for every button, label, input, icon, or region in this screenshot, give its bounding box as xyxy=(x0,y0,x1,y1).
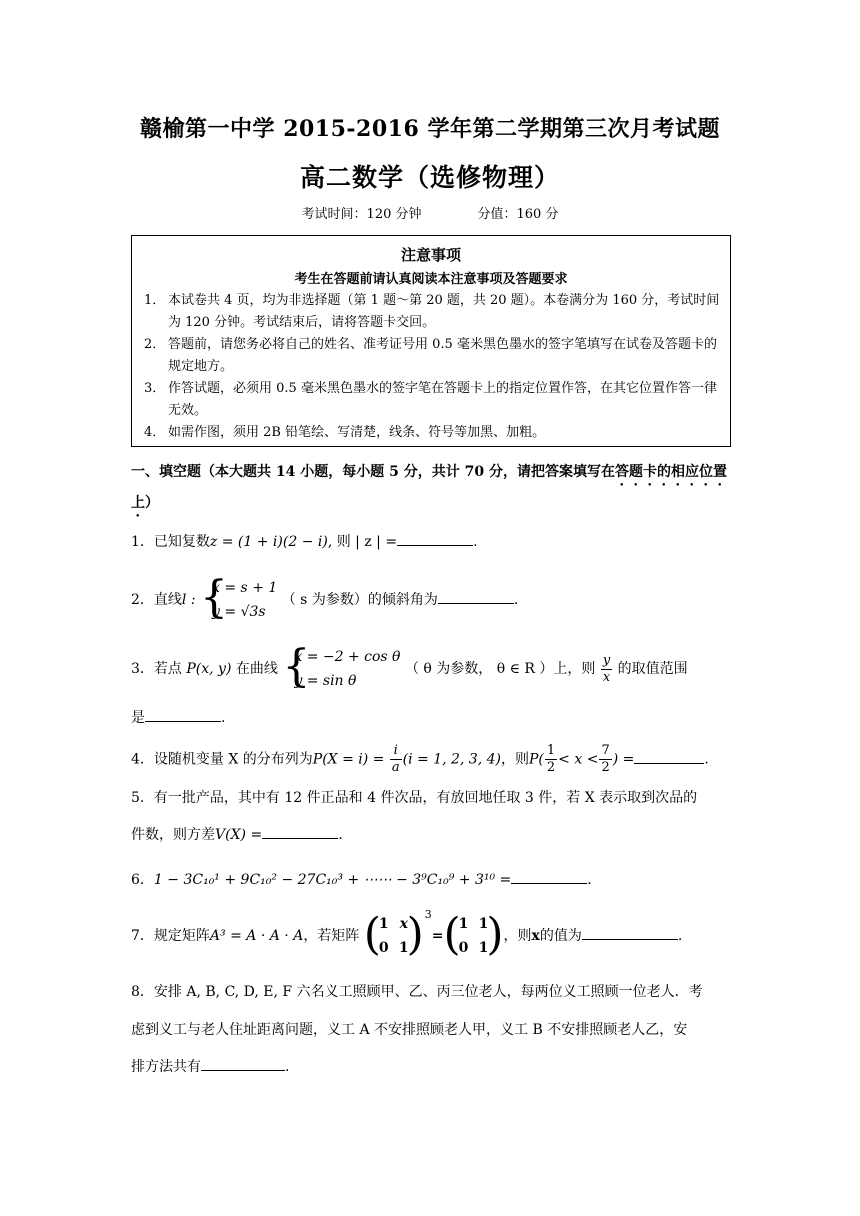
answer-blank[interactable] xyxy=(397,531,473,546)
notice-subtitle: 考生在答题前请认真阅读本注意事项及答题要求 xyxy=(294,272,568,287)
answer-blank[interactable] xyxy=(634,749,704,764)
fraction: $\frac{7}{2}$ xyxy=(601,743,610,775)
answer-blank[interactable] xyxy=(262,824,338,839)
fraction: $\frac{i}{a}$ xyxy=(391,743,400,775)
question-5: 5．有一批产品，其中有 12 件正品和 4 件次品，有放回地任取 3 件，若 X 表示取到次品的 xyxy=(131,790,698,806)
question-3-cont: 是 . xyxy=(131,706,731,730)
question-2: 2．直线l : { x = s + 1 y = √3s （ s 为参数）的倾斜角为 . xyxy=(131,572,519,623)
matrix: ( 1 1 0 1 ) xyxy=(443,909,504,960)
question-7: 7．规定矩阵A³ = A · A · A，若矩阵 ( 1 x 0 1 ) $^3$= ( 1 1 0 1 ) ，则x的值为 . xyxy=(131,908,683,960)
fraction: $\frac{1}{2}$ xyxy=(546,743,556,775)
question-8-cont2: 排方法共有 . xyxy=(131,1055,731,1079)
question-6: 6．1 − 3C₁₀¹ + 9C₁₀² − 27C₁₀³ + ⋯⋯ − 3⁹C₁₀⁹ + 3¹⁰ = . xyxy=(131,868,731,892)
exam-title: 赣榆第一中学 2015-2016 学年第二学期第三次月考试题 xyxy=(140,116,720,142)
notice-title: 注意事项 xyxy=(400,246,461,264)
answer-blank[interactable] xyxy=(201,1056,285,1071)
exam-time: 考试时间：120 分钟 xyxy=(301,207,422,222)
exam-score: 分值：160 分 xyxy=(477,207,559,222)
exam-meta xyxy=(0,203,860,222)
fraction: $\frac{y}{x}$ xyxy=(602,652,611,685)
section-heading: 一、填空题（本大题共 14 小题，每小题 5 分，共计 70 分，请把答案填写在答题卡的相应位置上） xyxy=(131,464,727,511)
answer-blank[interactable] xyxy=(438,589,514,604)
equation-system: { x = −2 + cos θ y = sin θ xyxy=(282,641,401,692)
exam-subtitle: 高二数学（选修物理） xyxy=(299,163,560,192)
question-1: 1．已知复数z = (1 + i)(2 − i), 则 | z | = . xyxy=(131,530,731,554)
notice-item: 1． 本试卷共 4 页，均为非选择题（第 1 题～第 20 题，共 20 题）。本卷满分为 160 分，考试时间为 120 分钟。考试结束后，请将答题卡交回。 xyxy=(144,293,720,330)
question-3: 3．若点 P(x, y) 在曲线 { x = −2 + cos θ y = sin θ （ θ 为参数， θ ∈ R ）上，则 $\frac{y}{x}$ 的取值范围 xyxy=(131,641,688,692)
notice-item: 4． 如需作图，须用 2B 铅笔绘、写清楚，线条、符号等加黑、加粗。 xyxy=(144,425,546,440)
question-4: 4．设随机变量 X 的分布列为P(X = i) = $\frac{i}{a}$ (i = 1, 2, 3, 4)，则P( $\frac{1}{2}$ < x < $\frac{7}{2}$ ) = . xyxy=(131,743,709,775)
notice-item: 2． 答题前，请您务必将自己的姓名、准考证号用 0.5 毫米黑色墨水的签字笔填写在试卷及答题卡的规定地方。 xyxy=(144,337,717,374)
notice-item: 3． 作答试题，必须用 0.5 毫米黑色墨水的签字笔在答题卡上的指定位置作答，在其它位置作答一律无效。 xyxy=(144,381,717,418)
question-5-cont: 件数，则方差V(X) = . xyxy=(131,823,731,847)
answer-blank[interactable] xyxy=(582,925,678,940)
matrix: ( 1 x 0 1 ) xyxy=(363,909,424,960)
answer-blank[interactable] xyxy=(145,707,221,722)
section-emphasis: 答题卡的相应位置上 xyxy=(131,464,727,511)
notice-list xyxy=(138,290,722,444)
notice-box xyxy=(131,235,731,447)
equation-system: { x = s + 1 y = √3s xyxy=(200,572,278,623)
question-8-cont: 虑到义工与老人住址距离问题，义工 A 不安排照顾老人甲，义工 B 不安排照顾老人乙，安 xyxy=(131,1022,688,1038)
question-8: 8．安排 A, B, C, D, E, F 六名义工照顾甲、乙、丙三位老人，每两位义工照顾一位老人．考 xyxy=(131,984,703,1000)
answer-blank[interactable] xyxy=(511,869,587,884)
